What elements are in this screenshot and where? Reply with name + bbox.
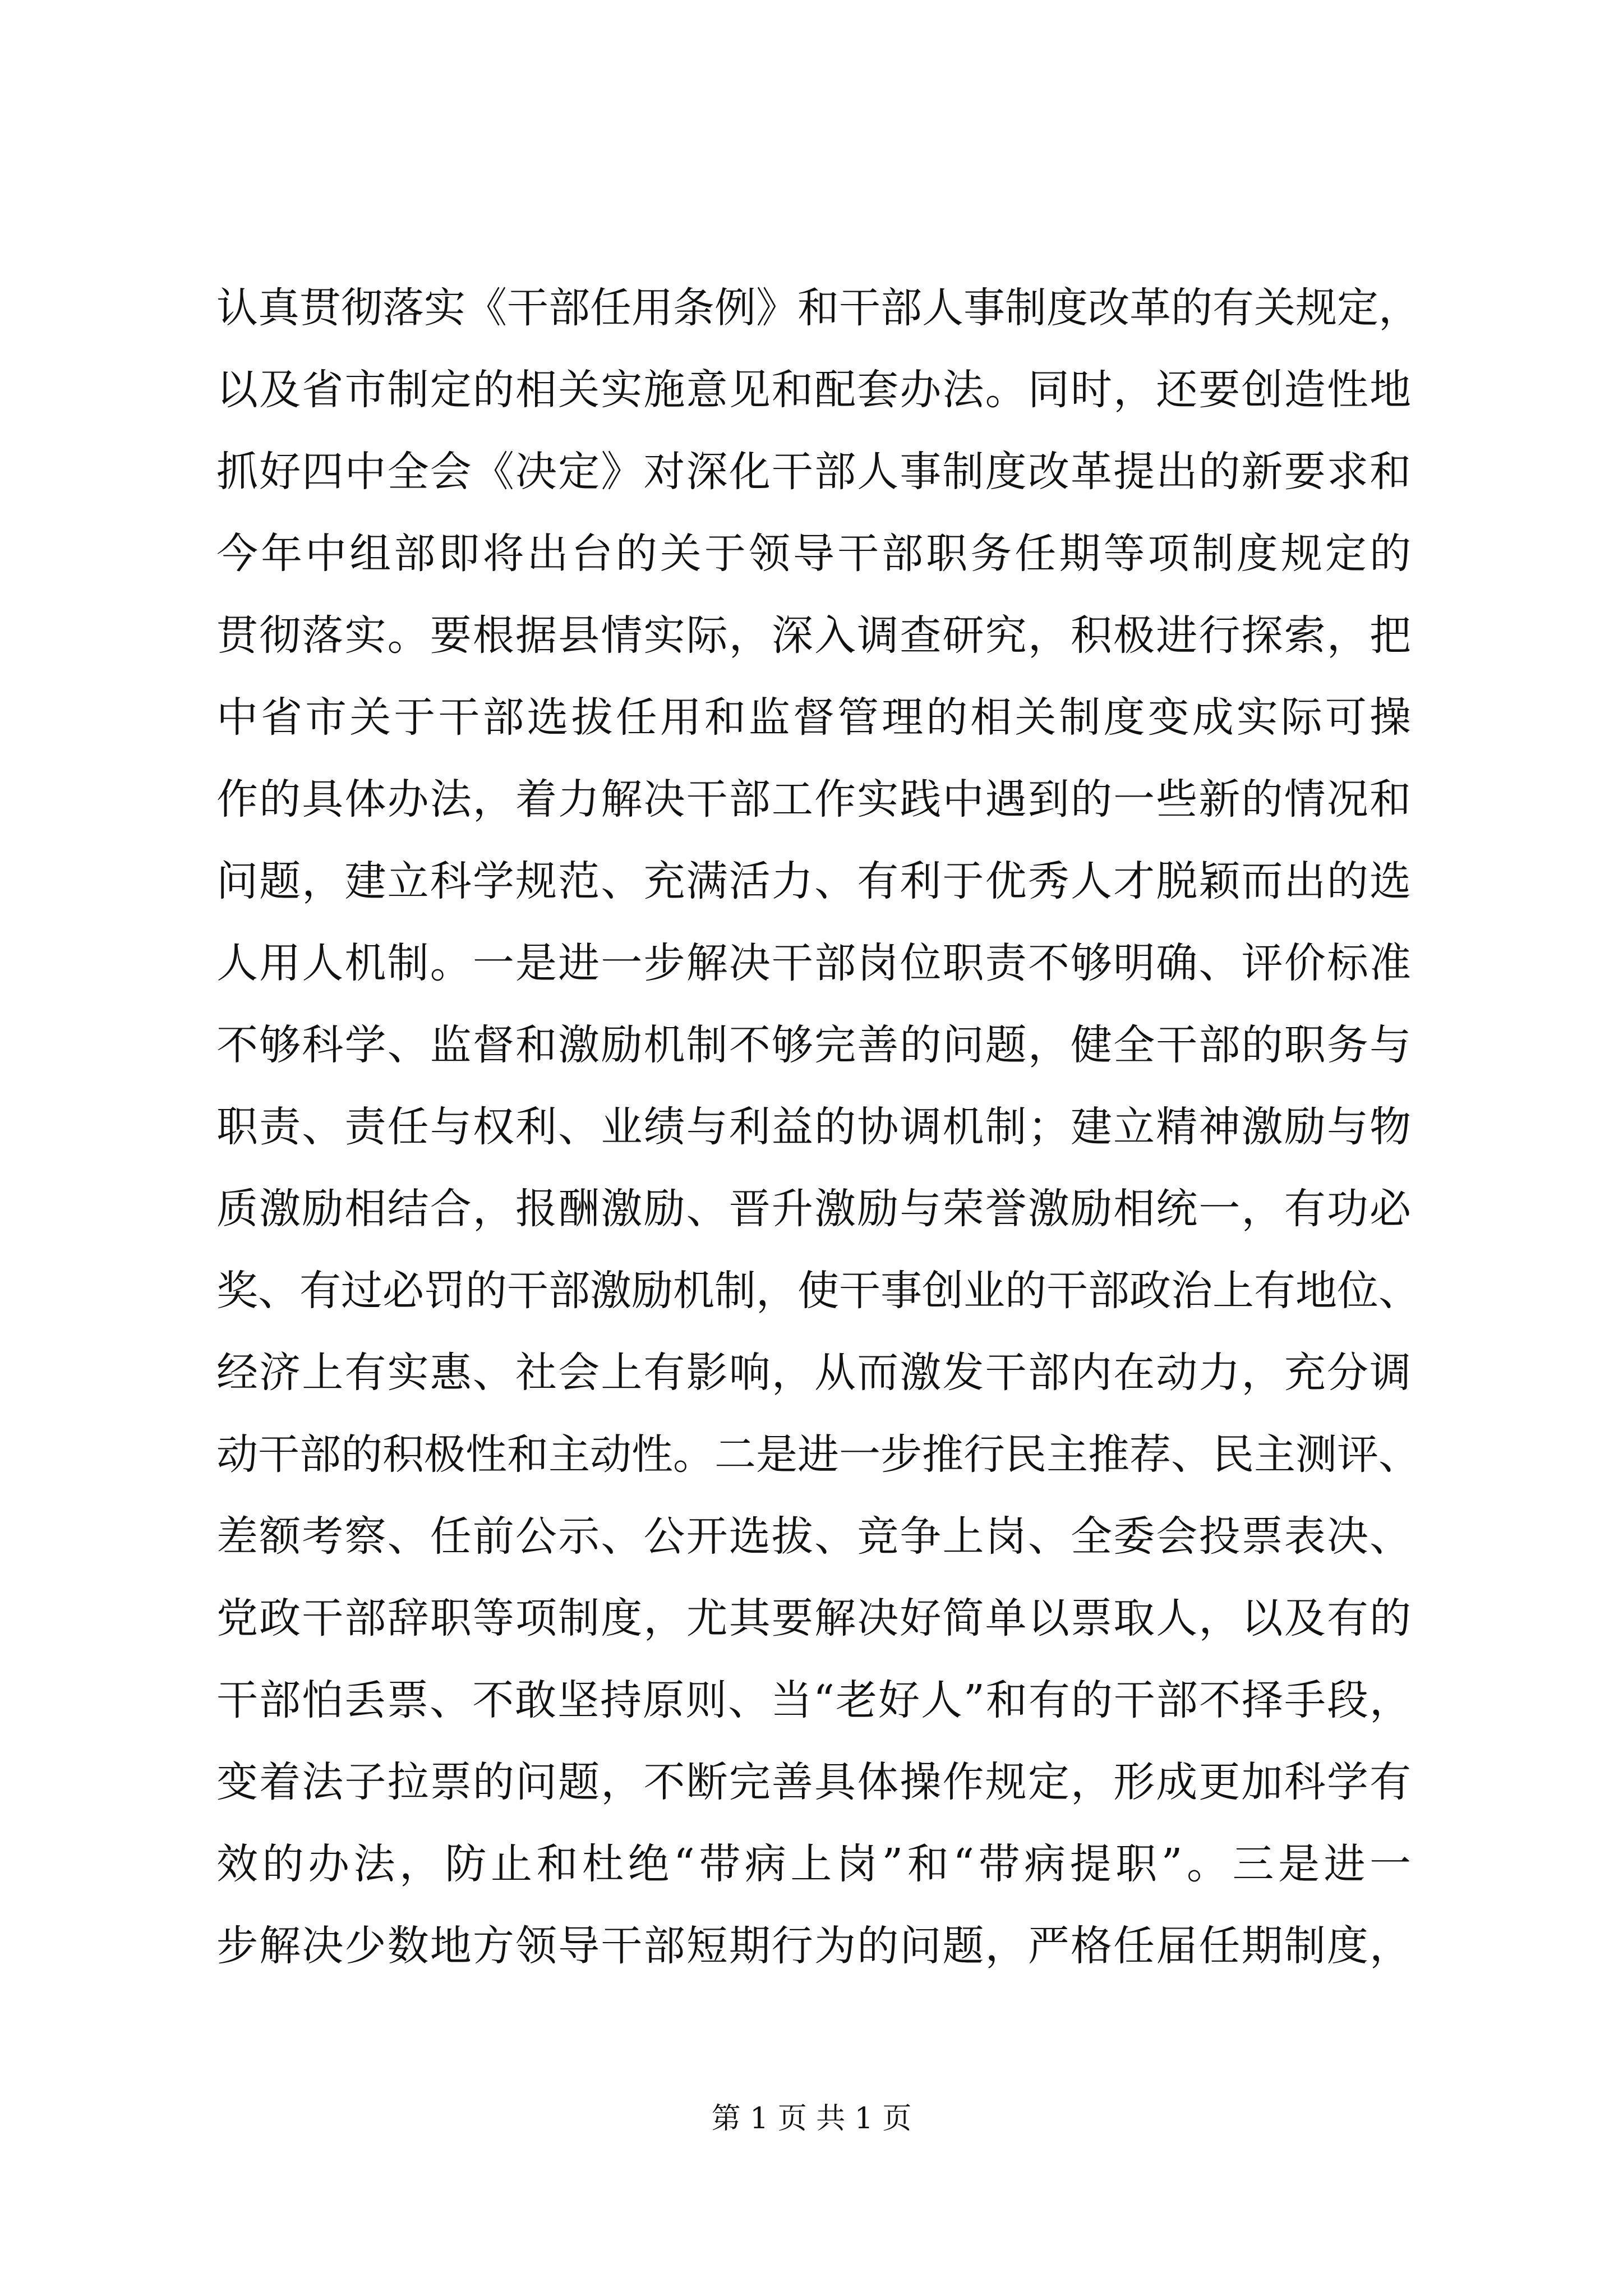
text-line: 抓好四中全会《决定》对深化干部人事制度改革提出的新要求和 [216, 448, 1411, 496]
text-line: 今年中组部即将出台的关于领导干部职务任期等项制度规定的 [216, 530, 1411, 578]
text-line: 不够科学、监督和激励机制不够完善的问题，健全干部的职务与 [216, 1021, 1411, 1069]
text-line: 党政干部辞职等项制度，尤其要解决好简单以票取人，以及有的 [216, 1594, 1411, 1642]
text-line: 干部怕丢票、不敢坚持原则、当“老好人”和有的干部不择手段， [216, 1676, 1411, 1724]
text-line: 奖、有过必罚的干部激励机制，使干事创业的干部政治上有地位、 [216, 1267, 1420, 1315]
text-line: 动干部的积极性和主动性。二是进一步推行民主推荐、民主测评、 [216, 1430, 1420, 1479]
text-line: 职责、责任与权利、业绩与利益的协调机制；建立精神激励与物 [216, 1103, 1411, 1151]
text-line: 以及省市制定的相关实施意见和配套办法。同时，还要创造性地 [216, 366, 1411, 414]
text-line: 差额考察、任前公示、公开选拔、竞争上岗、全委会投票表决、 [216, 1512, 1411, 1561]
text-line: 人用人机制。一是进一步解决干部岗位职责不够明确、评价标准 [216, 939, 1411, 987]
text-line: 效的办法，防止和杜绝“带病上岗”和“带病提职”。三是进一 [216, 1840, 1411, 1888]
text-line: 问题，建立科学规范、充满活力、有利于优秀人才脱颖而出的选 [216, 857, 1411, 905]
text-line: 质激励相结合，报酬激励、晋升激励与荣誉激励相统一，有功必 [216, 1185, 1411, 1233]
text-line: 步解决少数地方领导干部短期行为的问题，严格任届任期制度， [216, 1922, 1411, 1970]
text-line: 作的具体办法，着力解决干部工作实践中遇到的一些新的情况和 [216, 775, 1411, 823]
page-footer: 第 1 页 共 1 页 [711, 2102, 912, 2136]
text-line: 中省市关于干部选拔任用和监督管理的相关制度变成实际可操 [216, 693, 1411, 742]
text-line: 变着法子拉票的问题，不断完善具体操作规定，形成更加科学有 [216, 1758, 1411, 1806]
text-line: 贯彻落实。要根据县情实际，深入调查研究，积极进行探索，把 [216, 611, 1411, 660]
text-line: 经济上有实惠、社会上有影响，从而激发干部内在动力，充分调 [216, 1349, 1411, 1397]
body-text [216, 267, 1420, 1987]
text-line: 认真贯彻落实《干部任用条例》和干部人事制度改革的有关规定， [216, 284, 1420, 332]
